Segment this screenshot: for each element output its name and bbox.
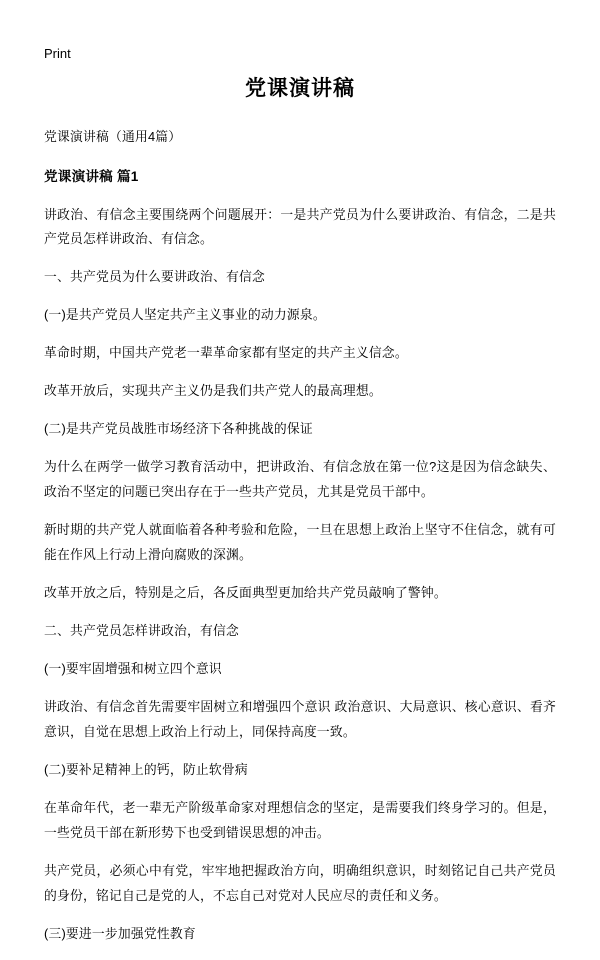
paragraph: 改革开放后，实现共产主义仍是我们共产党人的最高理想。 [44, 383, 382, 399]
paragraph: 讲政治、有信念首先需要牢固树立和增强四个意识 政治意识、大局意识、核心意识、看齐意识，自觉在思想上政治上行动上，同保持高度一致。 [44, 698, 556, 739]
paragraph: (一)要牢固增强和树立四个意识 [44, 660, 222, 676]
paragraph: (二)要补足精神上的钙，防止软骨病 [44, 761, 248, 777]
print-link[interactable]: Print [44, 46, 71, 61]
paragraph: 共产党员，必须心中有党，牢牢地把握政治方向，明确组织意识，时刻铭记自己共产党员的身份，铭记自己是党的人，不忘自己对党对人民应尽的责任和义务。 [44, 862, 556, 903]
document-subtitle: 党课演讲稿（通用4篇） [44, 129, 182, 145]
paragraph: 改革开放之后，特别是之后，各反面典型更加给共产党员敲响了警钟。 [44, 585, 447, 601]
paragraph: (二)是共产党员战胜市场经济下各种挑战的保证 [44, 421, 313, 437]
paragraph: 讲政治、有信念主要围绕两个问题展开：一是共产党员为什么要讲政治、有信念，二是共产党员怎样讲政治、有信念。 [44, 206, 556, 247]
paragraph: (一)是共产党员人坚定共产主义事业的动力源泉。 [44, 307, 326, 323]
section-heading: 党课演讲稿 篇1 [44, 168, 139, 184]
paragraph: 在革命年代，老一辈无产阶级革命家对理想信念的坚定，是需要我们终身学习的。但是，一些党员干部在新形势下也受到错误思想的冲击。 [44, 799, 556, 840]
paragraph: 二、共产党员怎样讲政治，有信念 [44, 622, 239, 638]
page-title: 党课演讲稿 [245, 77, 355, 100]
paragraph: 革命时期，中国共产党老一辈革命家都有坚定的共产主义信念。 [44, 345, 408, 361]
paragraph: (三)要进一步加强党性教育 [44, 925, 196, 941]
document-body [44, 74, 556, 960]
paragraph: 一、共产党员为什么要讲政治、有信念 [44, 269, 265, 285]
paragraph: 为什么在两学一做学习教育活动中，把讲政治、有信念放在第一位?这是因为信念缺失、政治不坚定的问题已突出存在于一些共产党员，尤其是党员干部中。 [44, 459, 556, 500]
paragraph: 新时期的共产党人就面临着各种考验和危险，一旦在思想上政治上坚守不住信念，就有可能在作风上行动上滑向腐败的深渊。 [44, 522, 556, 563]
